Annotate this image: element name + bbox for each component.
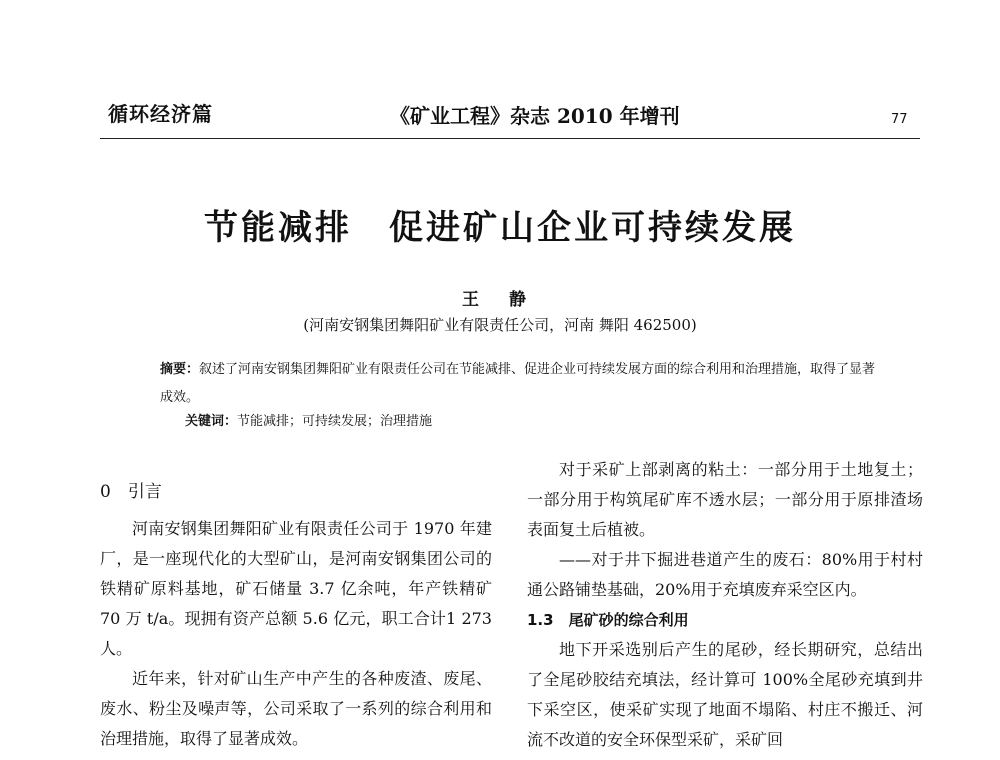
keywords-text: 节能减排；可持续发展；治理措施 bbox=[237, 414, 433, 429]
section-label: 循环经济篇 bbox=[108, 102, 213, 126]
abstract bbox=[160, 356, 880, 412]
abstract-text: 叙述了河南安钢集团舞阳矿业有限责任公司在节能减排、促进企业可持续发展方面的综合利用和治理措施，取得了显著成效。 bbox=[160, 362, 876, 405]
paragraph: 河南安钢集团舞阳矿业有限责任公司于 1970 年建厂，是一座现代化的大型矿山，是河南安钢集团公司的铁精矿原料基地，矿石储量 3.7 亿余吨，年产铁精矿 70 万 t/a。现拥有资产总额 5.6 亿元，职工合计1 273人。 bbox=[100, 519, 492, 658]
paragraph: 近年来，针对矿山生产中产生的各种废渣、废尾、废水、粉尘及噪声等，公司采取了一系列的综合利用和治理措施，取得了显著成效。 bbox=[100, 669, 492, 748]
paragraph: ——对于井下掘进巷道产生的废石：80%用于村村通公路铺垫基础，20%用于充填废弃采空区内。 bbox=[527, 550, 923, 599]
page-number: 77 bbox=[891, 112, 908, 127]
right-column bbox=[527, 455, 923, 755]
abstract-label: 摘要： bbox=[160, 362, 200, 377]
paper-title: 节能减排 促进矿山企业可持续发展 bbox=[204, 208, 796, 248]
header-rule bbox=[100, 138, 920, 139]
keywords bbox=[185, 410, 432, 429]
journal-title: 《矿业工程》杂志 2010 年增刊 bbox=[390, 104, 680, 128]
affiliation: (河南安钢集团舞阳矿业有限责任公司，河南 舞阳 462500) bbox=[303, 316, 697, 334]
paragraph: 对于采矿上部剥离的粘土：一部分用于土地复土；一部分用于构筑尾矿库不透水层；一部分用于原排渣场表面复土后植被。 bbox=[527, 460, 923, 539]
paragraph: 地下开采选别后产生的尾砂，经长期研究，总结出了全尾砂胶结充填法，经计算可 100%全尾砂充填到井下采空区，使采矿实现了地面不塌陷、村庄不搬迁、河流不改道的安全环保型采矿，采矿回 bbox=[527, 640, 923, 749]
keywords-label: 关键词： bbox=[185, 414, 238, 429]
left-column bbox=[100, 455, 492, 754]
subsection-heading: 1.3 尾矿砂的综合利用 bbox=[527, 611, 689, 629]
section-heading: 0 引言 bbox=[100, 482, 162, 502]
author: 王 静 bbox=[462, 290, 538, 310]
